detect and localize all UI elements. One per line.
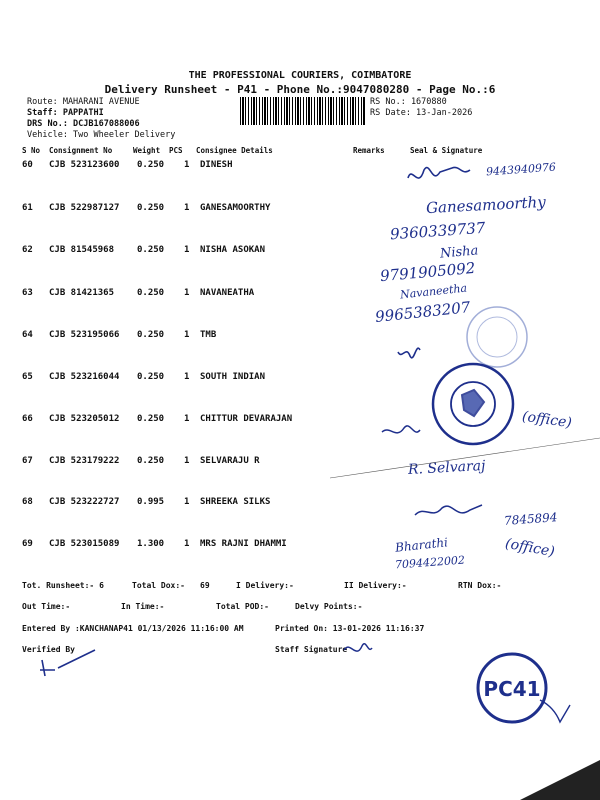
row-weight: 0.250 <box>137 456 165 466</box>
col-consignee: Consignee Details <box>196 146 273 155</box>
handwritten-phone: 9791905092 <box>379 258 477 286</box>
out-time: Out Time:- <box>22 602 71 611</box>
row-weight: 0.250 <box>137 288 165 298</box>
row-consignee: GANESAMOORTHY <box>200 203 271 213</box>
row-pcs: 1 <box>184 160 190 170</box>
row-consignee: CHITTUR DEVARAJAN <box>200 414 293 424</box>
col-remarks: Remarks <box>353 146 385 155</box>
handwritten-phone: 9443940976 <box>485 160 557 179</box>
bank-seal-stamp-inner <box>477 317 517 357</box>
row-weight: 0.250 <box>137 372 165 382</box>
row-pcs: 1 <box>184 245 190 255</box>
handwritten-phone: 9965383207 <box>374 298 472 326</box>
row-sno: 60 <box>22 160 33 170</box>
row-consignee: MRS RAJNI DHAMMI <box>200 539 287 549</box>
row-sno: 68 <box>22 497 33 507</box>
handwritten-name: Ganesamoorthy <box>425 192 547 218</box>
row-weight: 0.250 <box>137 414 165 424</box>
row-sno: 69 <box>22 539 33 549</box>
row-consignee: DINESH <box>200 160 233 170</box>
handwritten-name: Bharathi <box>394 535 449 555</box>
row-sno: 65 <box>22 372 33 382</box>
row-weight: 0.250 <box>137 160 165 170</box>
vehicle-label: Vehicle: Two Wheeler Delivery <box>27 130 176 140</box>
signature-scribble <box>408 167 470 178</box>
row-weight: 0.250 <box>137 330 165 340</box>
row-pcs: 1 <box>184 372 190 382</box>
row-weight: 0.995 <box>137 497 165 507</box>
drs-number: DRS No.: DCJB167088006 <box>27 119 140 129</box>
handwritten-name: Navaneetha <box>399 281 468 302</box>
tot-runsheet: Tot. Runsheet:- 6 <box>22 581 104 590</box>
handwritten-note: (office) <box>503 535 556 561</box>
row-pcs: 1 <box>184 456 190 466</box>
total-dox-label: Total Dox:- <box>132 581 185 590</box>
signature-scribble <box>382 426 420 433</box>
verified-by: Verified By <box>22 645 75 654</box>
handwritten-phone: 7094422002 <box>394 553 466 572</box>
row-consignment: CJB 81421365 <box>49 288 115 298</box>
row-consignment: CJB 522987127 <box>49 203 120 213</box>
pc41-stamp-text: PC41 <box>483 677 541 701</box>
row-consignee: NAVANEATHA <box>200 288 255 298</box>
row-pcs: 1 <box>184 539 190 549</box>
rs-number: RS No.: 1670880 <box>370 97 447 107</box>
row-consignment: CJB 523195066 <box>49 330 120 340</box>
i-delivery: I Delivery:- <box>236 581 294 590</box>
verified-signature <box>40 650 95 676</box>
torn-edge <box>520 760 600 800</box>
signature-scribble <box>398 348 420 358</box>
col-sno: S No <box>22 146 41 155</box>
row-sno: 67 <box>22 456 33 466</box>
col-seal: Seal & Signature <box>410 146 483 155</box>
row-consignee: SOUTH INDIAN <box>200 372 266 382</box>
row-pcs: 1 <box>184 497 190 507</box>
runsheet-subtitle: Delivery Runsheet - P41 - Phone No.:9047080280 - Page No.:6 <box>104 83 496 96</box>
delvy-points: Delvy Points:- <box>295 602 363 611</box>
row-weight: 1.300 <box>137 539 165 549</box>
rtn-dox: RTN Dox:- <box>458 581 502 590</box>
row-pcs: 1 <box>184 330 190 340</box>
in-time: In Time:- <box>121 602 165 611</box>
bank-seal-stamp <box>467 307 527 367</box>
entered-by: Entered By :KANCHANAP41 01/13/2026 11:16:00 AM <box>22 624 244 633</box>
staff-label: Staff: PAPPATHI <box>27 108 104 118</box>
row-consignee: TMB <box>200 330 217 340</box>
rs-date: RS Date: 13-Jan-2026 <box>370 108 473 118</box>
handwritten-note: (office) <box>521 408 573 432</box>
col-consignment: Consignment No <box>49 146 113 155</box>
row-pcs: 1 <box>184 203 190 213</box>
signature-scribble <box>415 505 482 515</box>
row-pcs: 1 <box>184 414 190 424</box>
row-sno: 66 <box>22 414 33 424</box>
row-consignment: CJB 523179222 <box>49 456 120 466</box>
staff-signature: Staff Signature <box>275 645 348 654</box>
row-consignment: CJB 523216044 <box>49 372 120 382</box>
row-sno: 61 <box>22 203 33 213</box>
row-sno: 62 <box>22 245 33 255</box>
row-weight: 0.250 <box>137 203 165 213</box>
row-consignment: CJB 523222727 <box>49 497 120 507</box>
col-pcs: PCS <box>169 146 183 155</box>
row-sno: 63 <box>22 288 33 298</box>
row-consignee: SHREEKA SILKS <box>200 497 271 507</box>
ii-delivery: II Delivery:- <box>344 581 407 590</box>
handwritten-phone: 9360339737 <box>389 218 486 244</box>
row-consignment: CJB 81545968 <box>49 245 115 255</box>
route-label: Route: MAHARANI AVENUE <box>27 97 140 107</box>
row-pcs: 1 <box>184 288 190 298</box>
total-pod: Total POD:- <box>216 602 269 611</box>
company-title: THE PROFESSIONAL COURIERS, COIMBATORE <box>188 70 412 81</box>
handwritten-signature: R. Selvaraj <box>407 457 486 479</box>
row-consignment: CJB 523123600 <box>49 160 120 170</box>
row-weight: 0.250 <box>137 245 165 255</box>
row-consignment: CJB 523015089 <box>49 539 120 549</box>
row-consignee: NISHA ASOKAN <box>200 245 266 255</box>
col-weight: Weight <box>133 146 161 155</box>
row-consignment: CJB 523205012 <box>49 414 120 424</box>
row-consignee: SELVARAJU R <box>200 456 260 466</box>
row-sno: 64 <box>22 330 33 340</box>
staff-signature-scribble <box>344 644 372 651</box>
stamp-scribble <box>540 700 570 722</box>
bank-logo-mark <box>462 390 484 416</box>
printed-on: Printed On: 13-01-2026 11:16:37 <box>275 624 425 633</box>
total-dox-value: 69 <box>200 581 210 590</box>
handwritten-name: Nisha <box>439 243 479 262</box>
handwritten-phone: 7845894 <box>503 510 558 528</box>
